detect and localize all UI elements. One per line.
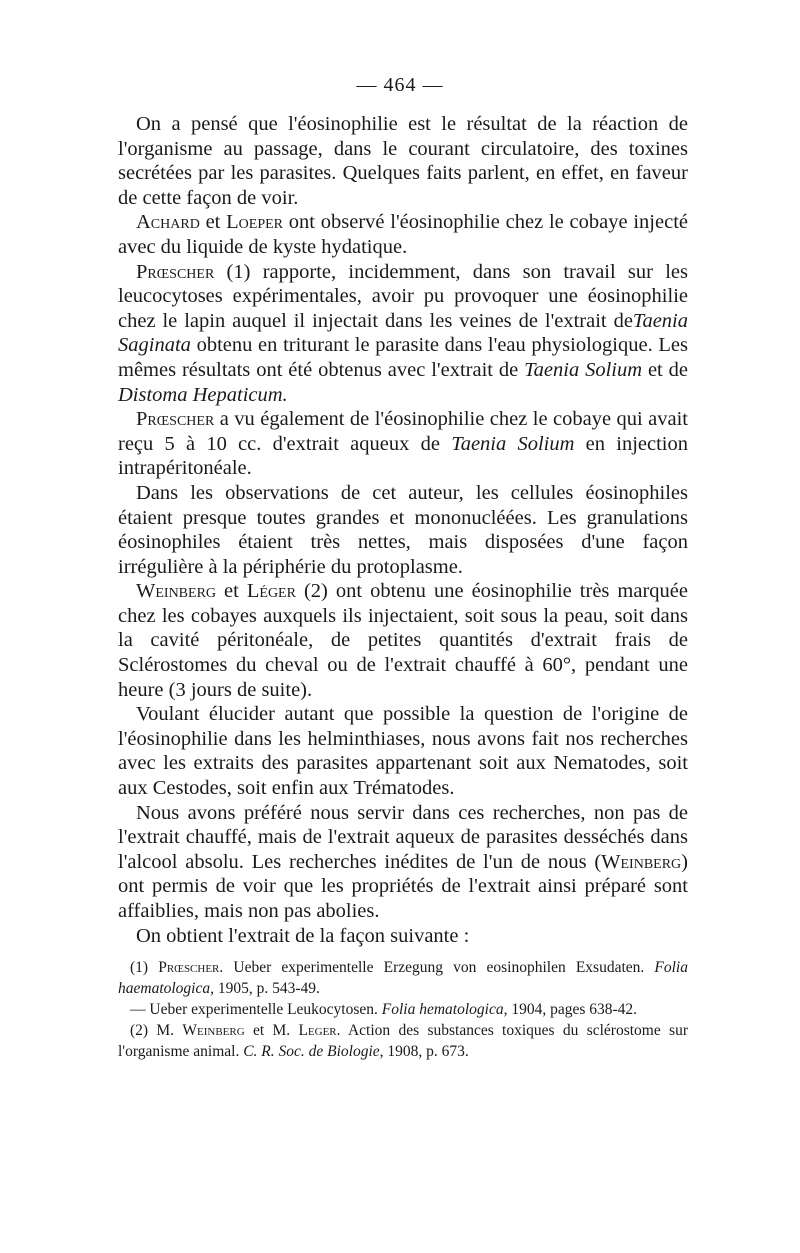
author-name: Leger <box>298 1022 337 1039</box>
footnote-2: (2) M. Weinberg et M. Leger. Action des substances toxiques du sclérostome sur l'organisme animal. C. R. Soc. de Biologie, 1908, p. 673. <box>118 1022 688 1060</box>
species-name: Taenia Solium <box>451 432 575 455</box>
paragraph-2: Achard et Loeper ont observé l'éosinophilie chez le cobaye injecté avec du liquide de kyste hydatique. <box>118 211 688 258</box>
footnote-1: (1) Prœscher. Ueber experimentelle Erzegung von eosinophilen Exsudaten. Folia haematologica, 1905, p. 543-49. <box>118 959 688 997</box>
paragraph-8: Nous avons préféré nous servir dans ces recherches, non pas de l'extrait chauffé, mais de l'extrait aqueux de parasites desséchés dans l'alcool absolu. Les recherches inédites de l'un de nous (Weinberg) ont permis de voir que les propriétés de l'extrait ainsi préparé sont affaiblies, mais non pas abolies. <box>118 801 688 922</box>
paragraph-4: Prœscher a vu également de l'éosinophilie chez le cobaye qui avait reçu 5 à 10 cc. d'extrait aqueux de Taenia Solium en injection intrapéritonéale. <box>118 408 688 480</box>
species-name: Taenia Solium <box>524 358 643 381</box>
author-name: Achard <box>136 211 200 234</box>
paragraph-6: Weinberg et Léger (2) ont obtenu une éosinophilie très marquée chez les cobayes auxquels ils injectaient, soit sous la peau, soit dans la cavité péritonéale, de petites quantités d'extrait frais de Sclérostomes du cheval ou de l'extrait chauffé à 60°, pendant une heure (3 jours de suite). <box>118 580 689 701</box>
author-name: Weinberg <box>601 850 682 873</box>
author-name: Loeper <box>226 211 284 234</box>
journal-name: Folia haematologica <box>118 959 688 997</box>
paragraph-1: On a pensé que l'éosinophilie est le résultat de la réaction de l'organisme au passage, dans le courant circulatoire, des toxines secrétées par les parasites. Quelques faits parlent, en effet, en faveur de cette façon de voir. <box>118 113 688 209</box>
author-name: Weinberg <box>182 1022 245 1039</box>
journal-name: C. R. Soc. de Biologie <box>243 1043 380 1060</box>
paragraph-9: On obtient l'extrait de la façon suivante : <box>136 924 470 947</box>
footnote-1-continued: — Ueber experimentelle Leukocytosen. Folia hematologica, 1904, pages 638-42. <box>130 1001 638 1018</box>
author-name: Léger <box>246 580 296 603</box>
footnotes <box>118 957 688 1062</box>
species-name: Distoma Hepaticum. <box>118 383 288 406</box>
paragraph-3: Prœscher (1) rapporte, incidemment, dans son travail sur les leucocytoses expérimentales, avoir pu provoquer une éosinophilie chez le lapin auquel il injectait dans les veines de l'extrait deTaenia Saginata obtenu en triturant le parasite dans l'eau physiologique. Les mêmes résultats ont été obtenus avec l'extrait de Taenia Solium et de Distoma Hepaticum. <box>118 260 688 406</box>
journal-name: Folia hematologica <box>381 1001 504 1018</box>
author-name: Weinberg <box>136 580 217 603</box>
author-name: Prœscher <box>136 408 215 431</box>
author-name: Prœscher <box>136 260 215 283</box>
paragraph-5: Dans les observations de cet auteur, les cellules éosinophiles étaient presque toutes grandes et mononucléées. Les granulations éosinophiles étaient très nettes, mais disposées d'une façon irrégulière à la périphérie du protoplasme. <box>118 481 688 578</box>
page-number: — 464 — <box>356 74 444 96</box>
species-name: Taenia Saginata <box>118 309 688 357</box>
paragraph-7: Voulant élucider autant que possible la question de l'origine de l'éosinophilie dans les helminthiases, nous avons fait nos recherches avec les extraits des parasites appartenant soit aux Nematodes, soit aux Cestodes, soit enfin aux Trématodes. <box>118 703 688 800</box>
body-text <box>118 112 688 948</box>
author-name: Prœscher <box>158 959 220 976</box>
